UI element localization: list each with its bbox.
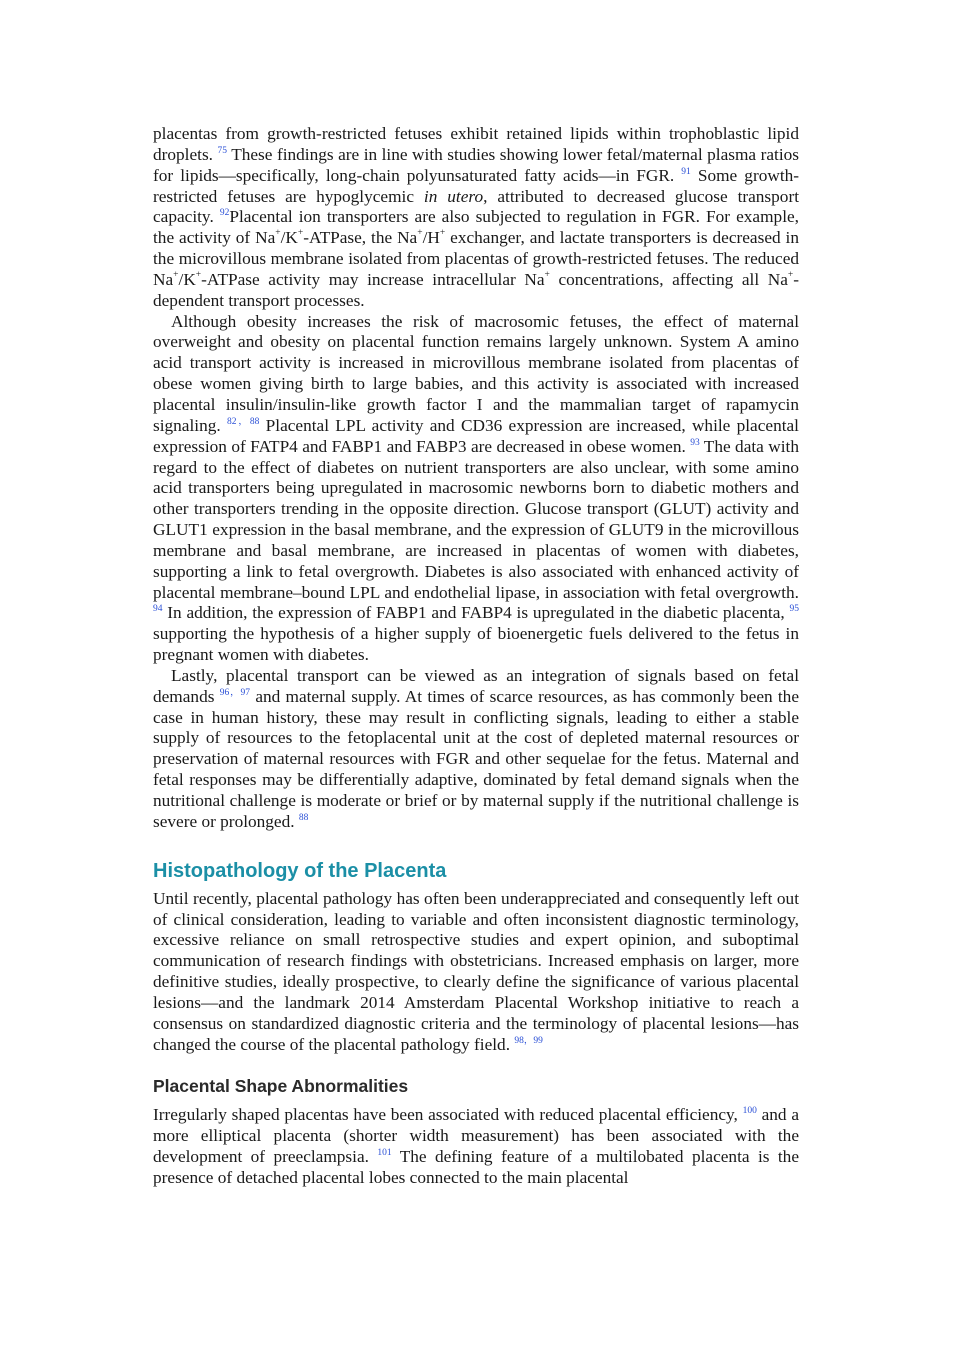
citation-ref[interactable]: 100 [742,1106,757,1117]
citation-ref[interactable]: 92 [219,208,230,219]
ion-charge: + [417,228,423,239]
citation-ref[interactable]: 96，97 [219,687,251,698]
ion-charge: + [275,228,281,239]
body-text: Lastly, placental transport can be viewed as an integration of signals based on fetal demands [153,665,799,706]
citation-ref[interactable]: 88 [298,812,309,823]
paragraph-shape-abnormalities [153,1105,799,1188]
paragraph-histopathology [153,889,799,1056]
citation-ref[interactable]: 101 [377,1148,392,1159]
body-text: exchanger, and lactate transporters is decreased in the microvillous membrane isolated from placentas of growth-restricted fetuses. The reduced Na [153,228,799,289]
citation-ref[interactable]: 98，99 [514,1035,543,1046]
ion-charge: + [195,269,202,280]
ion-charge: + [173,269,179,280]
body-text: -ATPase activity may increase intracellular Na [201,269,545,289]
document-page [153,124,799,1189]
ion-charge: + [787,269,794,280]
body-text: -ATPase, the Na [303,228,418,248]
citation-ref[interactable]: 91 [681,166,691,177]
body-text: Placental LPL activity and CD36 expression are increased, while placental expression of FATP4 and FABP1 and FABP3 are decreased in obese women. [153,415,799,456]
paragraph-fgr-lipids [153,124,799,312]
paragraph-integration-signals [153,666,799,833]
body-text: and maternal supply. At times of scarce resources, as has commonly been the case in human history, these may result in conflicting signals, leading to either a stable supply of resources to the fetoplacental unit at the cost of depleted maternal resources or preservation of maternal resources with FGR and other sequelae for the fetus. Maternal and fetal responses may be differentially adaptive, dominated by fetal demand signals when the nutritional challenge is moderate or brief or by maternal supply if the nutritional challenge is severe or prolonged. [153,686,799,831]
section-heading-histopathology: Histopathology of the Placenta [153,859,447,882]
body-text: Irregularly shaped placentas have been associated with reduced placental efficiency, [153,1105,743,1125]
body-text: Some growth-restricted fetuses are hypoglycemic [153,165,800,206]
citation-ref[interactable]: 75 [217,145,227,156]
body-text: /H [422,228,440,248]
body-text: Although obesity increases the risk of macrosomic fetuses, the effect of maternal overweight and obesity on placental function remains largely unknown. System A amino acid transport activity is increased in microvillous membrane isolated from placentas of obese women giving birth to large babies, and this activity is associated with increased placental insulin/insulin-like growth factor I and the mammalian target of rapamycin signaling. [153,311,799,435]
body-text: In addition, the expression of FABP1 and FABP4 is upregulated in the diabetic placenta, [162,603,790,623]
citation-ref[interactable]: 94 [153,604,163,615]
italic-term: in utero [423,186,484,206]
subsection-heading-shape-abnormalities: Placental Shape Abnormalities [153,1076,409,1097]
body-text: These findings are in line with studies showing lower fetal/maternal plasma ratios for lipids—specifically, long-chain polyunsaturated fatty acids—in FGR. [153,144,799,185]
body-text: Until recently, placental pathology has often been underappreciated and consequently left out of clinical consideration, leading to variable and often inconsistent diagnostic terminology, excessive reliance on small retrospective studies and expert opinion, and suboptimal communication of research findings with obstetricians. Increased emphasis on larger, more definitive studies, ideally prospective, to clearly define the significance of various placental lesions—and the landmark 2014 Amsterdam Placental Workshop initiative to reach a consensus on standardized diagnostic criteria and the terminology of placental lesions—has changed the course of the placental pathology field. [153,888,799,1054]
ion-charge: + [544,269,550,280]
citation-ref[interactable]: 93 [690,437,700,448]
ion-charge: + [439,228,446,239]
paragraph-obesity-diabetes [153,312,799,666]
body-text: The data with regard to the effect of diabetes on nutrient transporters are also unclear, with some amino acid transporters being upregulated in macrosomic newborns born to diabetic mothers and other transporters trending in the opposite direction. Glucose transport (GLUT) activity and GLUT1 expression in the basal membrane, and the expression of GLUT9 in the microvillous membrane and basal membrane, are increased in placentas of women with diabetes, supporting a link to fetal overgrowth. Diabetes is also associated with enhanced activity of placental membrane–bound LPL and endothelial lipase, in association with fetal overgrowth. [153,436,799,602]
citation-ref[interactable]: 82，88 [226,416,260,427]
body-text: placentas from growth-restricted fetuses exhibit retained lipids within trophoblastic lipid droplets. [153,124,799,164]
body-text: , attributed to decreased glucose transport capacity. [153,186,799,227]
body-text: concentrations, affecting all Na [549,269,788,289]
citation-ref[interactable]: 95 [789,604,799,615]
body-text: The defining feature of a multilobated placenta is the presence of detached placental lobes connected to the main placental [153,1147,799,1187]
body-text: supporting the hypothesis of a higher supply of bioenergetic fuels delivered to the fetus in pregnant women with diabetes. [153,624,799,665]
body-text: /K [178,269,196,289]
body-text: and a more elliptical placenta (shorter width measurement) has been associated with the development of preeclampsia. [153,1105,799,1167]
body-text: /K [280,228,298,248]
body-text: Placental ion transporters are also subjected to regulation in FGR. For example, the activity of Na [153,207,799,248]
ion-charge: + [297,228,304,239]
body-text: -dependent transport processes. [153,269,799,310]
